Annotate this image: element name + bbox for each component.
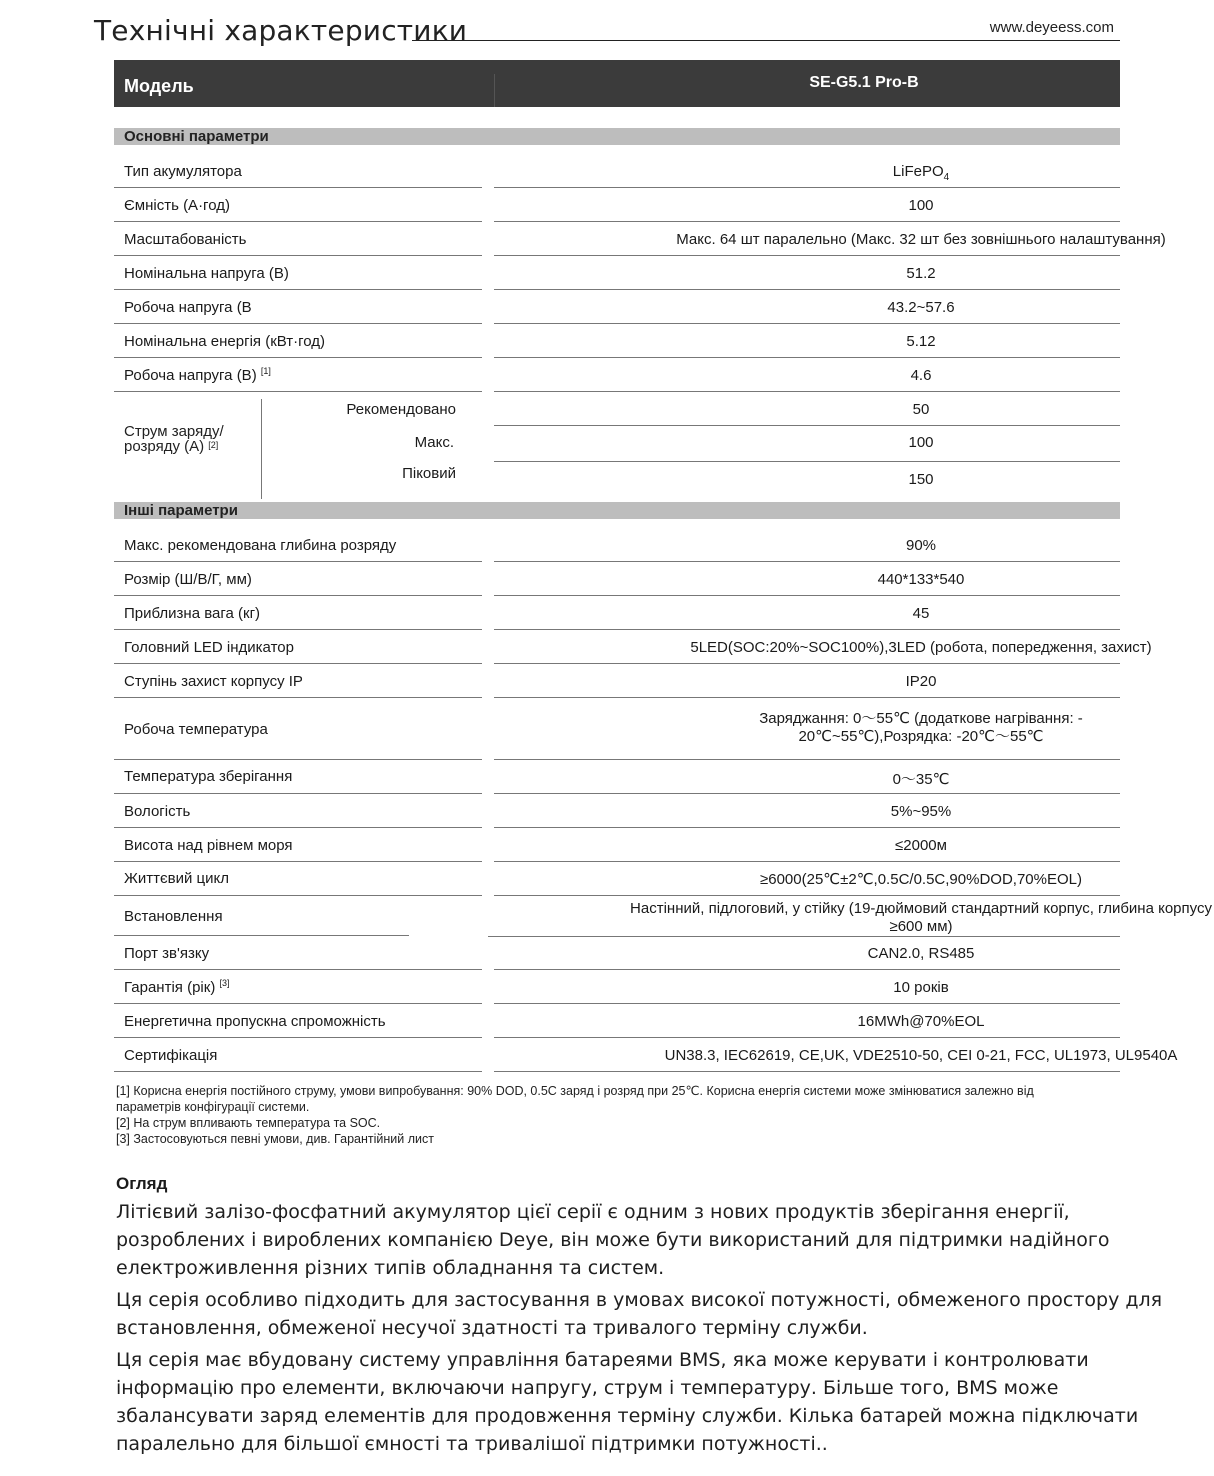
- spec-value: 5.12: [906, 333, 936, 350]
- footnotes: [116, 1083, 1156, 1147]
- spec-label: Ємність (А·год): [124, 197, 230, 214]
- model-header-bar: [114, 60, 1120, 107]
- website-url: www.deyeess.com: [989, 19, 1114, 36]
- spec-label: Життєвий цикл: [124, 870, 229, 887]
- overview-paragraph: Літієвий залізо-фосфатний акумулятор цієї серії є одним з нових продуктів зберігання енергії, розроблених і вироблених компанією Deye, він може бути використаний для підтримки надійного електроживлення різних типів обладнання та систем.: [116, 1201, 1110, 1279]
- spec-label: Встановлення: [124, 908, 223, 925]
- spec-value: 50: [912, 401, 930, 418]
- section-other-title: Інші параметри: [124, 502, 238, 519]
- footnote-ref: [3]: [219, 978, 230, 988]
- spec-label: Робоча напруга (В) [1]: [124, 366, 271, 384]
- overview-paragraph: Ця серія особливо підходить для застосування в умовах високої потужності, обмеженого простору для встановлення, обмеженої несучої здатності та тривалого терміну служби.: [116, 1289, 1163, 1339]
- spec-value: 440*133*540: [877, 571, 965, 588]
- spec-value: IP20: [905, 673, 937, 690]
- page-title: Технічні характеристики: [94, 14, 468, 47]
- current-sublabel-max: Макс.: [414, 434, 454, 451]
- footnote-ref: [2]: [208, 440, 219, 450]
- title-underline: [412, 40, 1120, 41]
- model-value: SE-G5.1 Pro-B: [809, 74, 919, 91]
- current-sublabel-recommended: Рекомендовано: [346, 401, 456, 418]
- footnote-line: [1] Корисна енергія постійного струму, умови випробування: 90% DOD, 0.5C заряд і розряд при 25℃. Корисна енергія системи може змінюватися залежно від: [116, 1084, 1034, 1098]
- footnote-line: [2] На струм впливають температура та SOC.: [116, 1116, 381, 1130]
- spec-label: Ступінь захист корпусу IP: [124, 673, 303, 690]
- spec-value: Макс. 64 шт паралельно (Макс. 32 шт без зовнішнього налаштування): [676, 231, 1166, 248]
- spec-value: 100: [908, 197, 934, 214]
- spec-label: Розмір (Ш/В/Г, мм): [124, 571, 252, 588]
- current-sublabel-peak: Піковий: [402, 465, 456, 482]
- spec-value: ≤2000м: [895, 837, 947, 854]
- spec-label: Гарантія (рік) [3]: [124, 978, 230, 996]
- spec-label: Висота над рівнем моря: [124, 837, 293, 854]
- spec-label: Макс. рекомендована глибина розряду: [124, 537, 397, 554]
- spec-value: Заряджання: 0～55℃ (додаткове нагрівання: - 20℃~55℃),Розрядка: -20℃～55℃: [759, 710, 1083, 745]
- section-other-params: [114, 502, 1120, 519]
- footnote-line: параметрів конфігурації системи.: [116, 1100, 310, 1114]
- spec-value: UN38.3, IEC62619, CE,UK, VDE2510-50, CEI 0-21, FCC, UL1973, UL9540A: [664, 1047, 1178, 1064]
- spec-label: Головний LED індикатор: [124, 639, 294, 656]
- section-main-title: Основні параметри: [124, 128, 269, 145]
- spec-value: 100: [908, 434, 934, 451]
- current-label: Струм заряду/ розряду (А) [2]: [124, 423, 224, 455]
- spec-value: 4.6: [910, 367, 932, 384]
- spec-value: Настінний, підлоговий, у стійку (19-дюймовий стандартний корпус, глибина корпусу ≥600 мм): [630, 900, 1212, 935]
- overview-title: Огляд: [116, 1174, 168, 1193]
- spec-label: Температура зберігання: [124, 768, 293, 785]
- spec-value: 5%~95%: [890, 803, 952, 820]
- spec-label: Масштабованість: [124, 231, 247, 248]
- spec-value: 5LED(SOC:20%~SOC100%),3LED (робота, попередження, захист): [690, 639, 1152, 656]
- footnote-line: [3] Застосовуються певні умови, див. Гарантійний лист: [116, 1132, 434, 1146]
- spec-label: Приблизна вага (кг): [124, 605, 261, 622]
- spec-value: ≥6000(25℃±2℃,0.5C/0.5C,90%DOD,70%EOL): [760, 871, 1082, 888]
- spec-value: 45: [912, 605, 930, 622]
- spec-label: Номінальна енергія (кВт·год): [124, 333, 326, 350]
- overview-paragraph: Ця серія має вбудовану систему управління батареями BMS, яка може керувати і контролювати інформацію про елементи, включаючи напругу, струм і температуру. Більше того, BMS може збалансувати заряд елементів для продовження терміну служби. Кілька батарей можна підключати паралельно для більшої ємності та тривалішої підтримки потужності..: [116, 1349, 1139, 1455]
- spec-value: 43.2~57.6: [887, 299, 955, 316]
- spec-label: Енергетична пропускна спроможність: [124, 1013, 386, 1030]
- spec-value: 150: [908, 471, 934, 488]
- spec-value: CAN2.0, RS485: [867, 945, 975, 962]
- overview-text: [116, 1198, 1186, 1462]
- spec-value: 0～35℃: [892, 771, 950, 788]
- spec-value: 16MWh@70%EOL: [857, 1013, 985, 1030]
- footnote-ref: [1]: [260, 366, 271, 376]
- spec-label: Вологість: [124, 803, 191, 820]
- model-label: Модель: [124, 76, 194, 96]
- spec-label: Тип акумулятора: [124, 163, 242, 180]
- spec-label: Робоча температура: [124, 721, 268, 738]
- spec-label: Сертифікація: [124, 1047, 218, 1064]
- spec-label: Порт зв'язку: [124, 945, 210, 962]
- spec-value: LiFePO$_4$: [892, 163, 950, 183]
- spec-label: Робоча напруга (В: [124, 299, 252, 316]
- spec-value: 10 років: [893, 979, 949, 996]
- spec-label: Номінальна напруга (В): [124, 265, 289, 282]
- model-divider: [494, 74, 495, 107]
- spec-value: 51.2: [906, 265, 936, 282]
- section-main-params: [114, 128, 1120, 145]
- spec-value: 90%: [905, 537, 937, 554]
